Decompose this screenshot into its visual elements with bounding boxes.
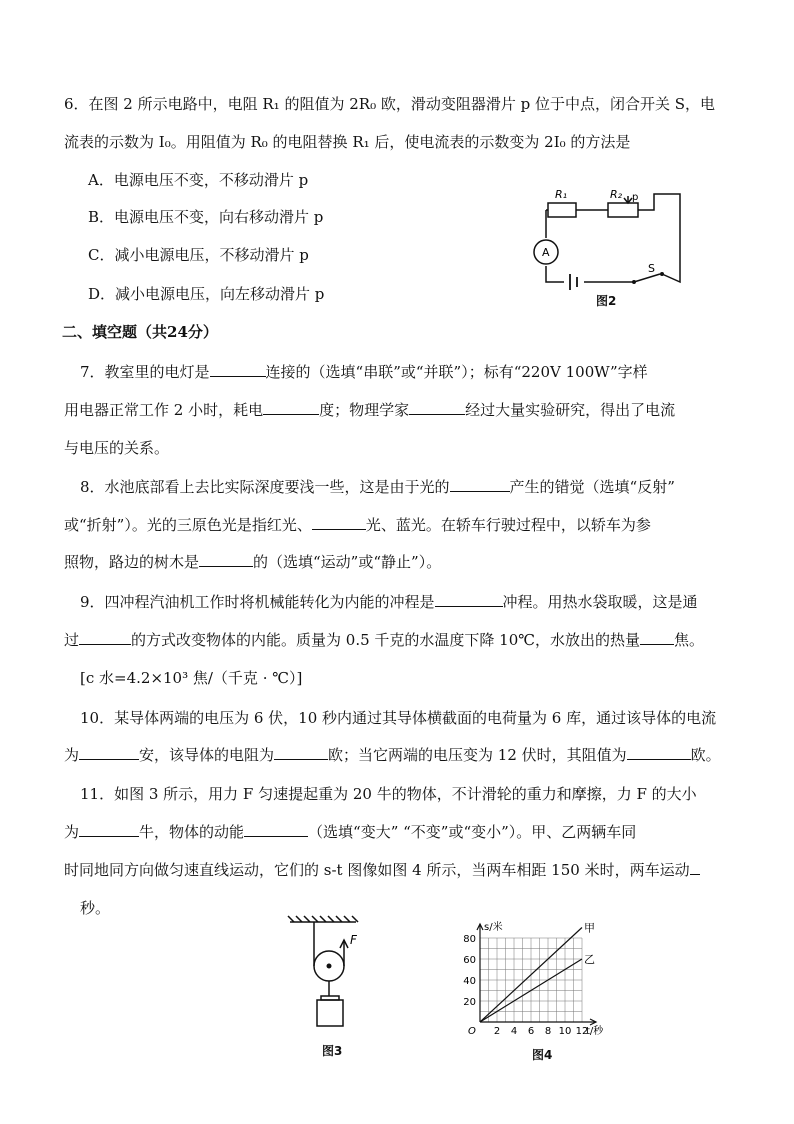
y-tick-label: 20 <box>463 997 476 1008</box>
circuit-figure-2 <box>510 180 690 310</box>
x-tick-label: 2 <box>493 1026 501 1037</box>
q6-option-a: A．电源电压不变，不移动滑片 p <box>88 171 309 189</box>
q8-line-3: 照物，路边的树木是 的（选填“运动”或“静止”）。 <box>64 553 442 571</box>
q11-line-1: 11．如图 3 所示，用力 F 匀速提起重为 20 牛的物体，不计滑轮的重力和摩擦，力 F 的大小 <box>80 785 697 803</box>
answer-blank[interactable] <box>312 515 366 530</box>
x-tick-label: 6 <box>527 1026 535 1037</box>
x-tick-label: 12 <box>575 1026 589 1037</box>
q9-line-1: 9．四冲程汽油机工作时将机械能转化为内能的冲程是 冲程。用热水袋取暖，这是通 <box>80 593 698 611</box>
answer-blank[interactable] <box>210 362 266 377</box>
answer-blank[interactable] <box>79 630 131 645</box>
q9-line-2: 过 的方式改变物体的内能。质量为 0.5 千克的水温度下降 10℃，水放出的热量 焦。 <box>64 631 705 649</box>
answer-blank[interactable] <box>640 630 674 645</box>
origin-label: O <box>468 1026 476 1037</box>
answer-blank[interactable] <box>244 822 308 837</box>
q6-option-c: C．减小电源电压，不移动滑片 p <box>88 246 309 264</box>
answer-blank[interactable] <box>690 860 700 875</box>
q6-line-1: 6．在图 2 所示电路中，电阻 R₁ 的阻值为 2R₀ 欧，滑动变阻器滑片 p 位于中点，闭合开关 S，电 <box>64 95 716 113</box>
q10-line-1: 10．某导体两端的电压为 6 伏，10 秒内通过其导体横截面的电荷量为 6 库，通过该导体的电流 <box>80 709 717 727</box>
figure-4-caption: 图4 <box>532 1048 553 1062</box>
series-label: 乙 <box>584 953 595 966</box>
r2-label: R₂ <box>610 188 623 201</box>
q9-line-3: [c 水=4.2×10³ 焦/（千克 · ℃）] <box>80 669 303 687</box>
answer-blank[interactable] <box>435 592 503 607</box>
q6-option-b: B．电源电压不变，向右移动滑片 p <box>88 208 324 226</box>
q8-line-1: 8．水池底部看上去比实际深度要浅一些，这是由于光的 产生的错觉（选填“反射” <box>80 478 675 496</box>
answer-blank[interactable] <box>79 822 139 837</box>
q11-line-4: 秒。 <box>80 899 111 917</box>
st-chart-figure-4 <box>448 900 638 1070</box>
q7-line-1: 7．教室里的电灯是 连接的（选填“串联”或“并联”）；标有“220V 100W”字样 <box>80 363 648 381</box>
q7-line-3: 与电压的关系。 <box>64 439 170 457</box>
q11-line-2: 为 牛，物体的动能 （选填“变大” “不变”或“变小”）。甲、乙两辆车同 <box>64 823 637 841</box>
q7-line-2: 用电器正常工作 2 小时，耗电 度；物理学家 经过大量实验研究，得出了电流 <box>64 401 676 419</box>
section-heading: 二、填空题（共24分） <box>62 323 218 341</box>
y-tick-label: 40 <box>463 976 476 987</box>
answer-blank[interactable] <box>409 400 465 415</box>
x-tick-label: 4 <box>510 1026 518 1037</box>
q6-option-d: D．减小电源电压，向左移动滑片 p <box>88 285 325 303</box>
q6-line-2: 流表的示数为 I₀。用阻值为 R₀ 的电阻替换 R₁ 后，使电流表的示数变为 2I₀ 的方法是 <box>64 133 631 151</box>
slider-p-label: p <box>632 192 639 203</box>
x-axis-label: t/秒 <box>586 1026 604 1037</box>
y-tick-label: 60 <box>463 955 476 966</box>
r1-label: R₁ <box>555 188 568 201</box>
figure-2-caption: 图2 <box>596 294 617 308</box>
y-tick-label: 80 <box>463 934 476 945</box>
y-axis-label: s/米 <box>484 922 503 933</box>
q11-line-3: 时同地同方向做匀速直线运动，它们的 s-t 图像如图 4 所示，当两车相距 150 米时，两车运动 <box>64 860 700 880</box>
answer-blank[interactable] <box>199 552 253 567</box>
force-label: F <box>350 933 357 947</box>
series-label: 甲 <box>584 921 595 935</box>
ammeter-label: A <box>542 246 550 259</box>
q10-line-2: 为 安，该导体的电阻为 欧；当它两端的电压变为 12 伏时，其阻值为 欧。 <box>64 746 721 764</box>
figure-3-caption: 图3 <box>322 1044 343 1058</box>
answer-blank[interactable] <box>263 400 319 415</box>
answer-blank[interactable] <box>627 745 691 760</box>
pulley-figure-3 <box>284 910 384 1060</box>
q8-line-2: 或“折射”）。光的三原色光是指红光、 光、蓝光。在轿车行驶过程中，以轿车为参 <box>64 516 651 534</box>
answer-blank[interactable] <box>79 745 139 760</box>
x-tick-label: 10 <box>558 1026 572 1037</box>
x-tick-label: 8 <box>544 1026 552 1037</box>
answer-blank[interactable] <box>274 745 328 760</box>
switch-label: S <box>648 262 655 275</box>
answer-blank[interactable] <box>450 477 510 492</box>
st-chart <box>448 900 638 1050</box>
